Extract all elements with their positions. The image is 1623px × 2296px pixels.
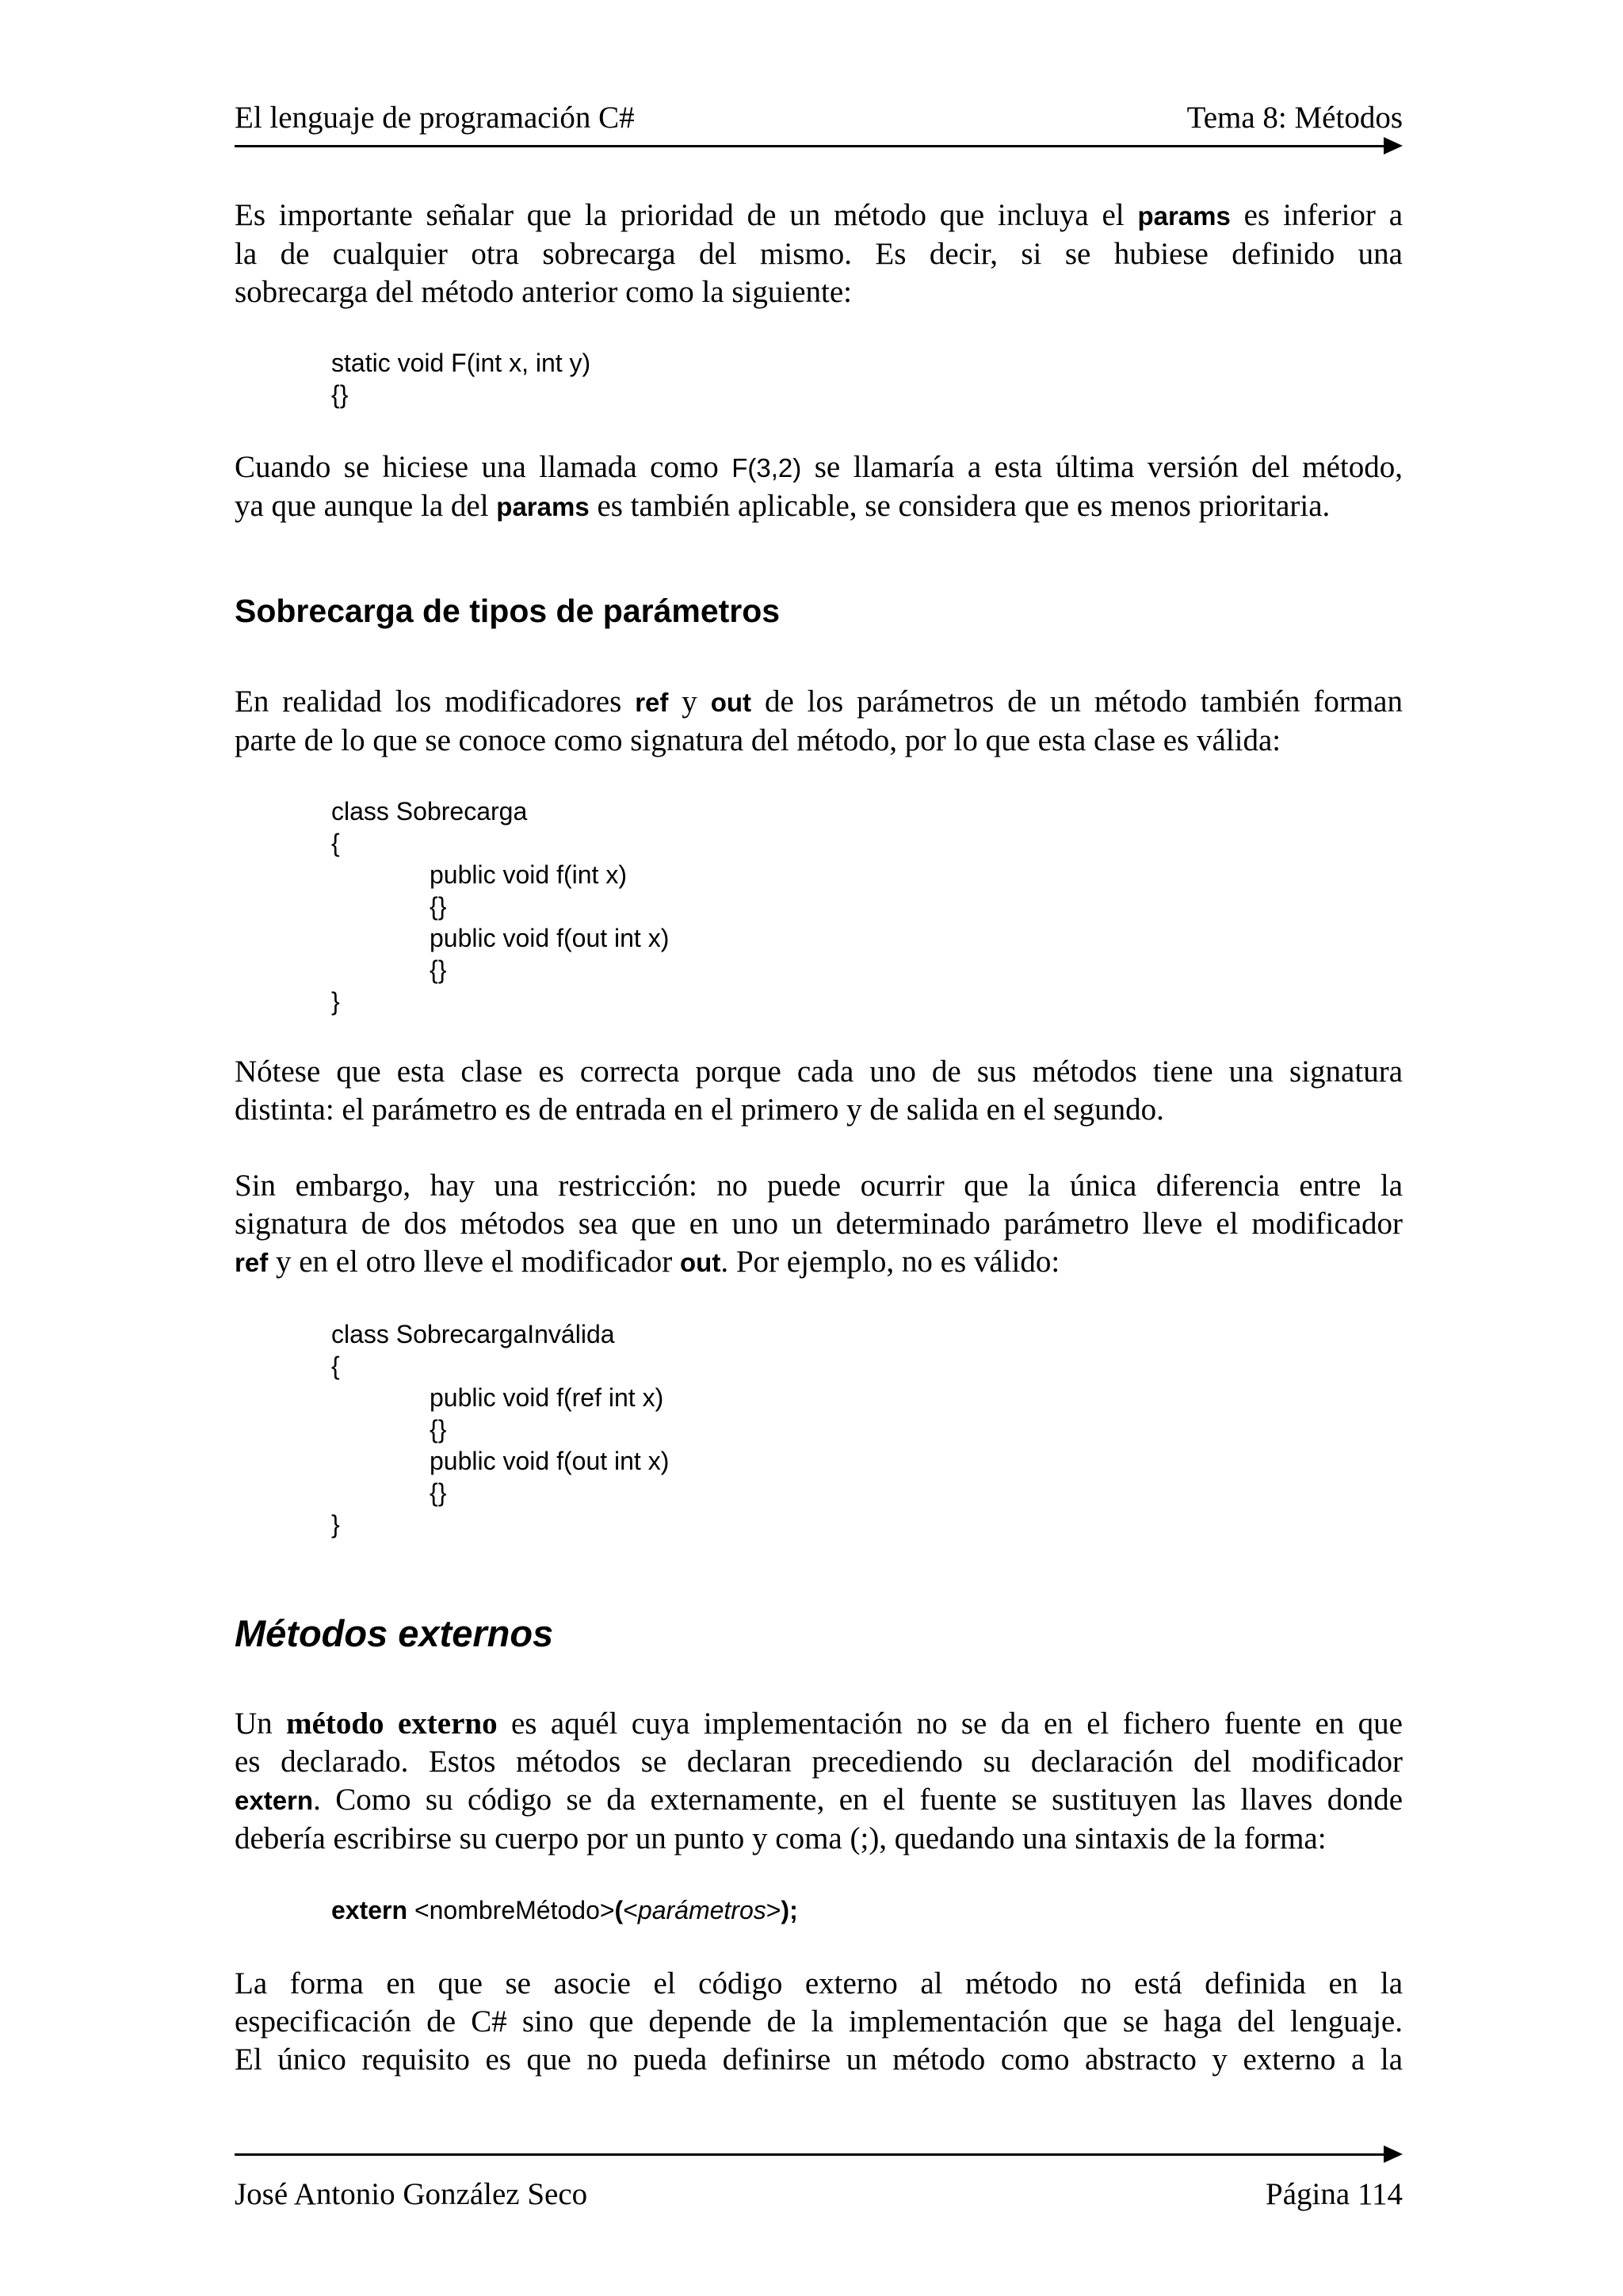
footer-author: José Antonio González Seco bbox=[235, 2177, 588, 2211]
section-heading-param-type-overload: Sobrecarga de tipos de parámetros bbox=[235, 593, 781, 629]
code-block-overload: static void F(int x, int y) {} bbox=[331, 349, 591, 409]
section-heading-external-methods: Métodos externos bbox=[235, 1612, 554, 1654]
paragraph-external-method-definition: Un método externo es aquél cuya implementación no se da en el fichero fuente en que es declarado. Estos métodos se declaran precediendo su declaración del modificador extern. Como su código se da externamente, en el fuente se sustituyen las llaves donde debería escribirse su cuerpo por un punto y coma (;), quedando una sintaxis de la forma: bbox=[235, 1707, 1403, 1855]
keyword-ref: ref bbox=[635, 688, 669, 717]
inline-code-call: F(3,2) bbox=[731, 453, 802, 482]
keyword-out: out bbox=[680, 1248, 721, 1277]
paragraph-extern-association: La forma en que se asocie el código externo al método no está definida en la especificación de C# sino que depende de la implementación que se haga del lenguaje. El único requisito es que no pueda definirse un método como abstracto y externo a la bbox=[235, 1966, 1403, 2077]
paragraph-restriction: Sin embargo, hay una restricción: no puede ocurrir que la única diferencia entre la signatura de dos métodos sea que en uno un determinado parámetro lleve el modificador ref y en el otro lleve el modificador out. Por ejemplo, no es válido: bbox=[235, 1169, 1403, 1279]
paragraph-distinct-signature: Nótese que esta clase es correcta porque cada uno de sus métodos tiene una signatura distinta: el parámetro es de entrada en el primero y de salida en el segundo. bbox=[235, 1055, 1403, 1127]
term-external-method: método externo bbox=[286, 1707, 498, 1741]
code-block-invalid-class: class SobrecargaInválida { public void f(ref int x) {} public void f(out int x) {} } bbox=[331, 1320, 670, 1539]
code-block-valid-class: class Sobrecarga { public void f(int x) {} public void f(out int x) {} } bbox=[331, 797, 670, 1016]
keyword-params: params bbox=[1137, 201, 1231, 231]
header-chapter: Tema 8: Métodos bbox=[1186, 101, 1403, 135]
footer-page-number: Página 114 bbox=[1266, 2177, 1403, 2211]
keyword-ref: ref bbox=[235, 1248, 269, 1277]
header-rule bbox=[235, 145, 1384, 147]
keyword-extern: extern bbox=[331, 1896, 408, 1924]
syntax-extern-method: extern <nombreMétodo>(<parámetros>); bbox=[331, 1896, 798, 1924]
header-arrow-icon bbox=[1384, 137, 1403, 154]
keyword-out: out bbox=[710, 688, 752, 717]
footer-rule bbox=[235, 2153, 1384, 2156]
paragraph-call-resolution: Cuando se hiciese una llamada como F(3,2) se llamaría a esta última versión del método, ya que aunque la del params es también aplicable, se considera que es menos prioritaria. bbox=[235, 450, 1403, 523]
paragraph-params-priority: Es importante señalar que la prioridad de un método que incluya el params es inferior a la de cualquier otra sobrecarga del mismo. Es decir, si se hubiese definido una sobrecarga del método anterior como la siguiente: bbox=[235, 198, 1403, 309]
header-book-title: El lenguaje de programación C# bbox=[235, 101, 635, 135]
keyword-params: params bbox=[496, 492, 590, 521]
paragraph-ref-out-signature: En realidad los modificadores ref y out de los parámetros de un método también forman parte de lo que se conoce como signatura del método, por lo que esta clase es válida: bbox=[235, 685, 1403, 757]
footer-arrow-icon bbox=[1384, 2145, 1403, 2163]
keyword-extern: extern bbox=[235, 1786, 314, 1815]
